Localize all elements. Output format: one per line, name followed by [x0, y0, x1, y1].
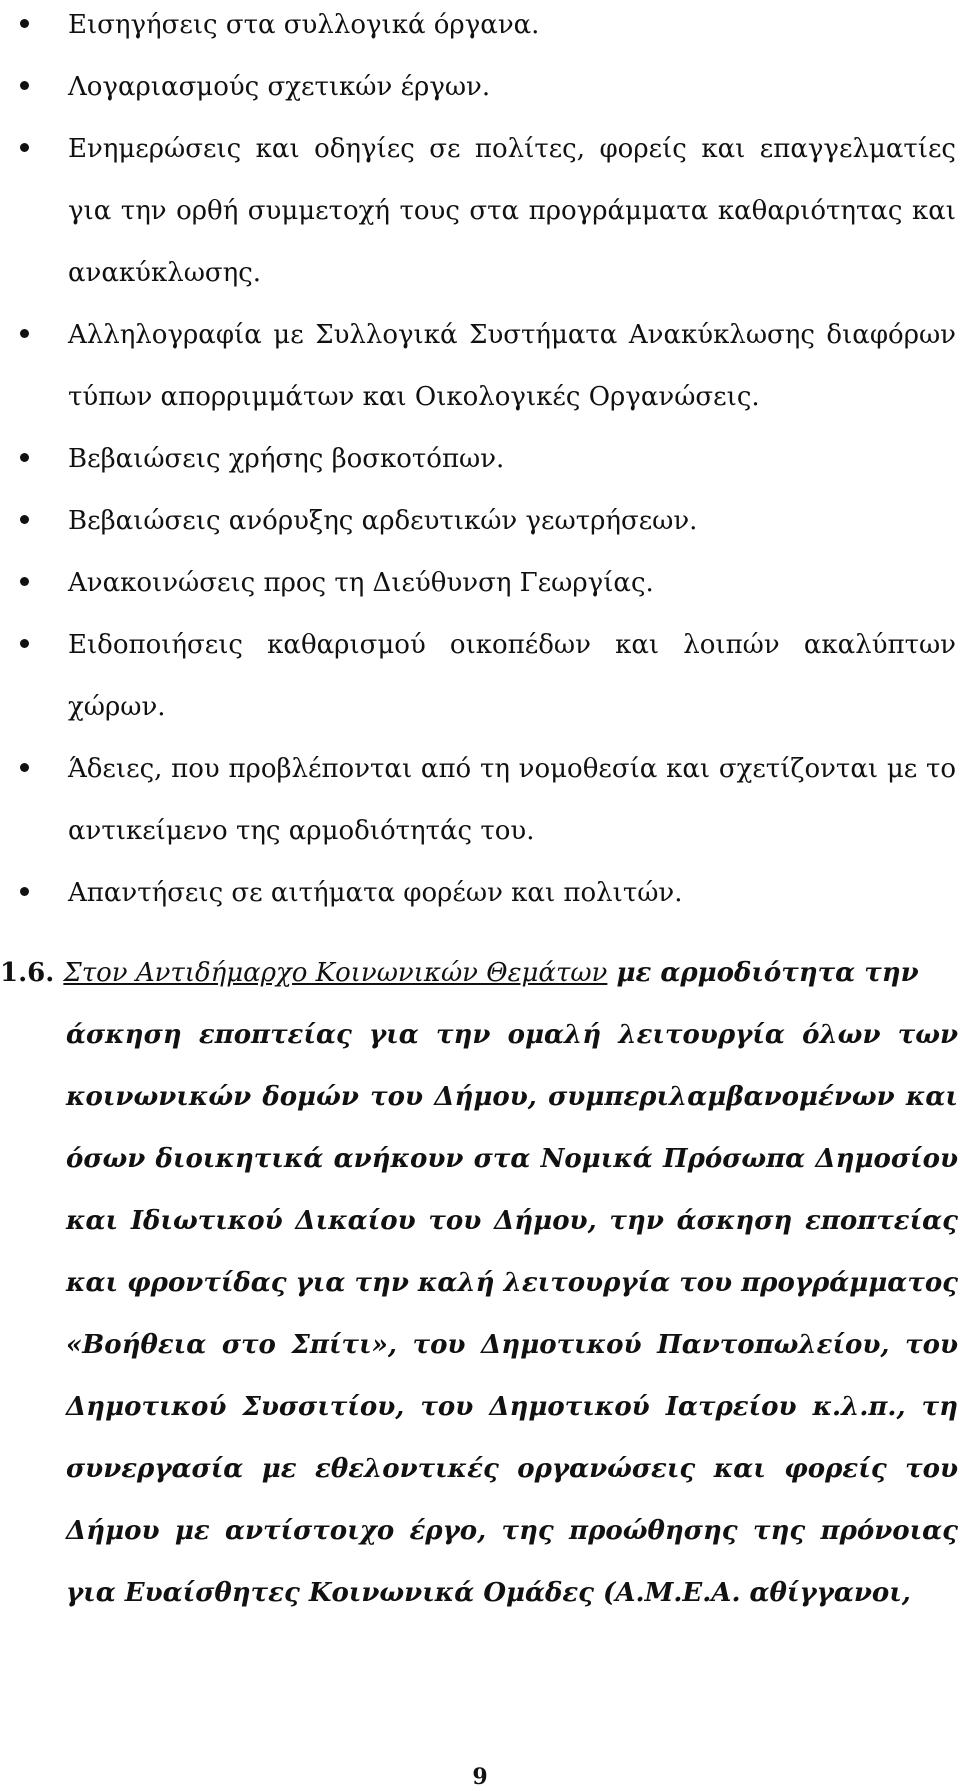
section-number: 1.6. [0, 958, 55, 988]
section-heading-underlined: Στον Αντιδήμαρχο Κοινωνικών Θεμάτων [63, 958, 608, 988]
bullet-icon [20, 763, 29, 772]
list-item-text: Λογαριασμούς σχετικών έργων. [68, 72, 491, 102]
list-item [0, 56, 960, 118]
list-item [0, 738, 960, 862]
list-item [0, 118, 960, 304]
bullet-icon [20, 329, 29, 338]
list-item-text: Αλληλογραφία με Συλλογικά Συστήματα Ανακύκλωσης διαφόρων τύπων απορριμμάτων και Οικολογικές Οργανώσεις. [68, 320, 956, 412]
section-first-line [0, 942, 958, 1004]
list-item [0, 304, 960, 428]
bullet-icon [20, 639, 29, 648]
bullet-icon [20, 515, 29, 524]
list-item-text: Άδειες, που προβλέπονται από τη νομοθεσία και σχετίζονται με το αντικείμενο της αρμοδιότητάς του. [68, 754, 956, 846]
section-body-text: άσκηση εποπτείας για την ομαλή λειτουργία όλων των κοινωνικών δομών του Δήμου, συμπεριλαμβανομένων και όσων διοικητικά ανήκουν στα Νομικά Πρόσωπα Δημοσίου και Ιδιωτικού Δικαίου του Δήμου, την άσκηση εποπτείας και φροντίδας για την καλή λειτουργία του προγράμματος «Βοήθεια στο Σπίτι», του Δημοτικού Παντοπωλείου, του Δημοτικού Συσσιτίου, του Δημοτικού Ιατρείου κ.λ.π., τη συνεργασία με εθελοντικές οργανώσεις και φορείς του Δήμου με αντίστοιχο έργο, της προώθησης της πρόνοιας για Ευαίσθητες Κοινωνικά Ομάδες (Α.Μ.Ε.Α. αθίγγανοι, [66, 1020, 958, 1608]
list-item-text: Ειδοποιήσεις καθαρισμού οικοπέδων και λοιπών ακαλύπτων χώρων. [68, 630, 956, 722]
list-item-text: Ενημερώσεις και οδηγίες σε πολίτες, φορείς και επαγγελματίες για την ορθή συμμετοχή τους στα προγράμματα καθαριότητας και ανακύκλωσης. [68, 134, 956, 288]
bullet-icon [20, 577, 29, 586]
bullet-icon [20, 81, 29, 90]
list-item [0, 490, 960, 552]
bullet-icon [20, 143, 29, 152]
section-lead: με αρμοδιότητα την [616, 958, 919, 988]
list-item [0, 428, 960, 490]
list-item [0, 0, 960, 56]
bullet-icon [20, 19, 29, 28]
list-item [0, 862, 960, 924]
list-item-text: Ανακοινώσεις προς τη Διεύθυνση Γεωργίας. [68, 568, 654, 598]
bullet-icon [20, 453, 29, 462]
list-item [0, 552, 960, 614]
page-number: 9 [472, 1764, 488, 1790]
list-item-text: Εισηγήσεις στα συλλογικά όργανα. [68, 10, 540, 40]
section-1-6 [0, 942, 958, 1624]
list-item-text: Βεβαιώσεις χρήσης βοσκοτόπων. [68, 444, 505, 474]
list-item-text: Βεβαιώσεις ανόρυξης αρδευτικών γεωτρήσεων. [68, 506, 698, 536]
bullet-icon [20, 887, 29, 896]
list-item [0, 614, 960, 738]
section-body [0, 942, 958, 1624]
list-item-text: Απαντήσεις σε αιτήματα φορέων και πολιτών. [68, 878, 683, 908]
